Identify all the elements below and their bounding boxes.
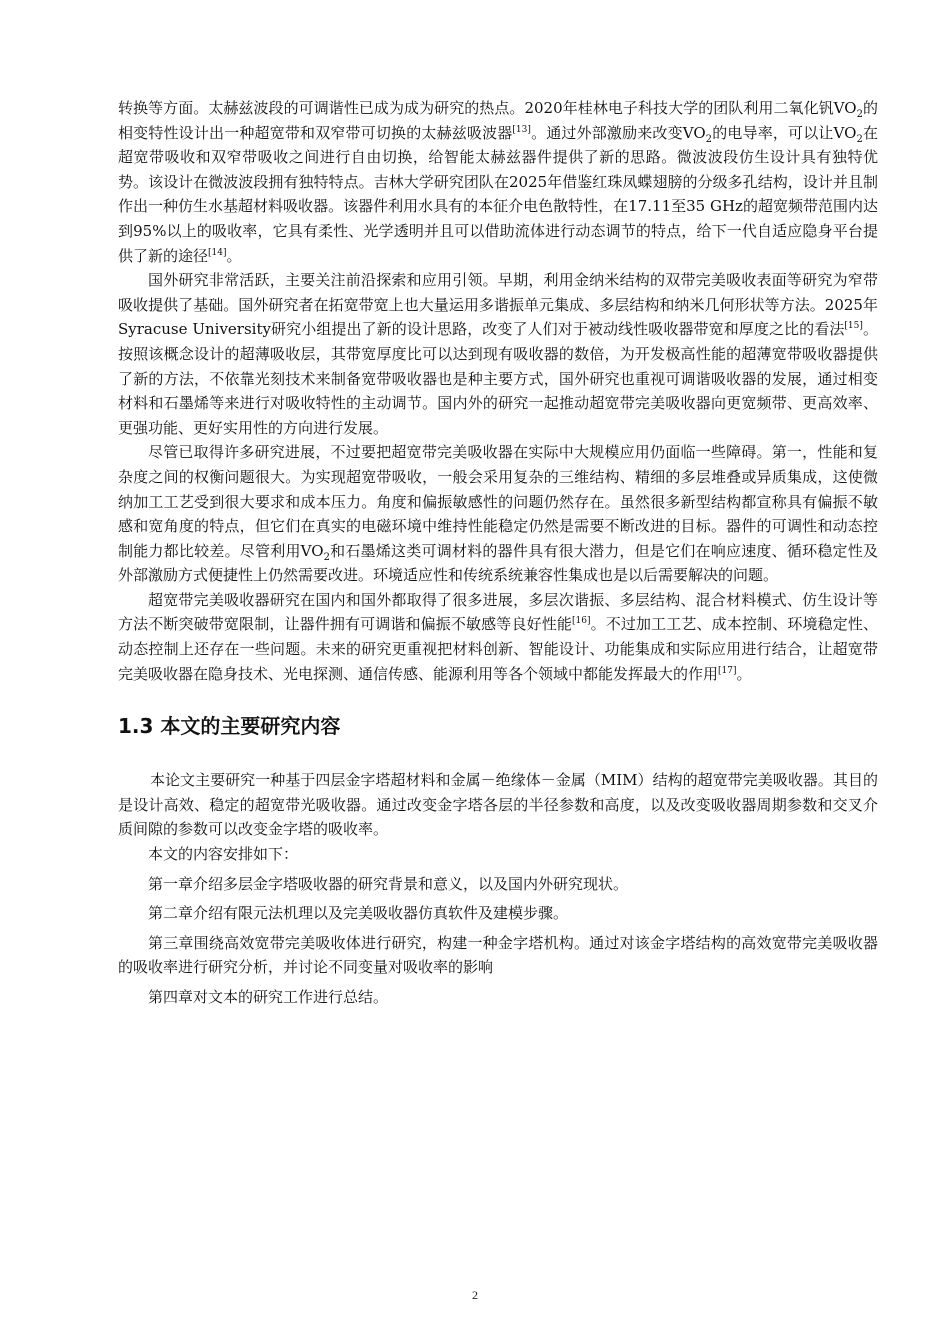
citation-ref: [17] (718, 665, 737, 676)
text-run: 。 (226, 246, 242, 265)
page-body (118, 96, 878, 1010)
text-run: 国外研究非常活跃，主要关注前沿探索和应用引领。早期，利用金纳米结构的双带完美吸收表面等研究为窄带吸收提供了基础。国外研究者在拓宽带宽上也大量运用多谐振单元集成、多层结构和纳米几何形状等方法。2025年Syracuse University研究小组提出了新的设计思路，改变了人们对于被动线性吸收器带宽和厚度之比的看法 (118, 271, 878, 339)
paragraph-summary (118, 588, 878, 686)
subscript: 2 (856, 133, 863, 145)
text-run: 尽管已取得许多研究进展，不过要把超宽带完美吸收器在实际中大规模应用仍面临一些障碍。第一，性能和复杂度之间的权衡问题很大。为实现超宽带吸收，一般会采用复杂的三维结构、精细的多层堆叠或异质集成，这使微纳加工工艺受到很大要求和成本压力。角度和偏振敏感性的问题仍然存在。虽然很多新型结构都宣称具有偏振不敏感和宽角度的特点，但它们在真实的电磁环境中维持性能稳定仍然是需要不断改进的目标。器件的可调性和动态控制能力都比较差。尽管利用VO (118, 443, 878, 560)
page-number: 2 (472, 1288, 478, 1302)
subscript: 2 (856, 109, 863, 120)
citation-ref: [16] (571, 616, 591, 627)
text-run: 的相变特性设计出一种超宽带和双窄带可切换的太赫兹吸波器 (118, 99, 878, 142)
text-run: 。不过加工工艺、成本控制、环境稳定性、动态控制上还存在一些问题。未来的研究更重视把材料创新、智能设计、功能集成和实际应用进行结合，让超宽带完美吸收器在隐身技术、光电探测、通信传感、能源利用等各个领域中都能发挥最大的作用 (118, 615, 878, 683)
chapter-1-summary: 第一章介绍多层金字塔吸收器的研究背景和意义，以及国内外研究现状。 (148, 874, 629, 893)
chapter-4-summary: 第四章对文本的研究工作进行总结。 (148, 988, 389, 1006)
text-run: 和石墨烯这类可调材料的器件具有很大潜力，但是它们在响应速度、循环稳定性及外部激励方式便捷性上仍然需要改进。环境适应性和传统系统兼容性集成也是以后需要解决的问题。 (118, 541, 878, 585)
section-heading: 1.3 本文的主要研究内容 (118, 714, 341, 739)
text-run: 。按照该概念设计的超薄吸收层，其带宽厚度比可以达到现有吸收器的数倍，为开发极高性能的超薄宽带吸收器提供了新的方法，不依靠光刻技术来制备宽带吸收器也是种主要方式，国外研究也重视可调谐吸收器的发展，通过相变材料和石墨烯等来进行对吸收特性的主动调节。国内外的研究一起推动超宽带完美吸收器向更宽频带、更高效率、更强功能、更好实用性的方向进行发展。 (118, 320, 878, 437)
text-run: 。 (736, 664, 752, 683)
subscript: 2 (323, 551, 330, 563)
chapter-2-summary: 第二章介绍有限元法机理以及完美吸收器仿真软件及建模步骤。 (148, 904, 569, 923)
paragraph-foreign-research (118, 268, 878, 440)
citation-ref: [13] (512, 124, 531, 135)
text-run: 转换等方面。太赫兹波段的可调谐性已成为成为研究的热点。2020年桂林电子科技大学的团队利用二氧化钒VO (118, 99, 857, 117)
chapter-3-summary: 第三章围绕高效宽带完美吸收体进行研究，构建一种金字塔机构。通过对该金字塔结构的高效宽带完美吸收器的吸收率进行研究分析，并讨论不同变量对吸收率的影响 (118, 933, 878, 977)
citation-ref: [15] (844, 321, 863, 332)
text-run: 。通过外部激励来改变VO (530, 123, 706, 142)
paragraph-thesis-intro: 本论文主要研究一种基于四层金字塔超材料和金属－绝缘体－金属（MIM）结构的超宽带完美吸收器。其目的是设计高效、稳定的超宽带光吸收器。通过改变金字塔各层的半径参数和高度，以及改变吸收器周期参数和交叉介质间隙的参数可以改变金字塔的吸收率。 (118, 771, 878, 839)
text-run: 超宽带完美吸收器研究在国内和国外都取得了很多进展，多层次谐振、多层结构、混合材料模式、仿生设计等方法不断突破带宽限制，让器件拥有可调谐和偏振不敏感等良好性能 (118, 590, 878, 634)
citation-ref: [14] (208, 247, 227, 258)
text-run: 在超宽带吸收和双窄带吸收之间进行自由切换，给智能太赫兹器件提供了新的思路。微波波段仿生设计具有独特优势。该设计在微波波段拥有独特特点。吉林大学研究团队在2025年借鉴红珠凤蝶翅膀的分级多孔结构，设计并且制作出一种仿生水基超材料吸收器。该器件利用水具有的本征介电色散特性，在17.11至35 GHz的超宽频带范围内达到95%以上的吸收率，它具有柔性、光学透明并且可以借助流体进行动态调节的特点，给下一代自适应隐身平台提供了新的途径 (118, 123, 878, 265)
paragraph-terahertz (118, 96, 878, 268)
paragraph-challenges (118, 440, 878, 588)
paragraph-arrangement: 本文的内容安排如下： (148, 845, 299, 864)
subscript: 2 (705, 133, 713, 145)
text-run: 的电导率，可以让VO (712, 123, 857, 142)
